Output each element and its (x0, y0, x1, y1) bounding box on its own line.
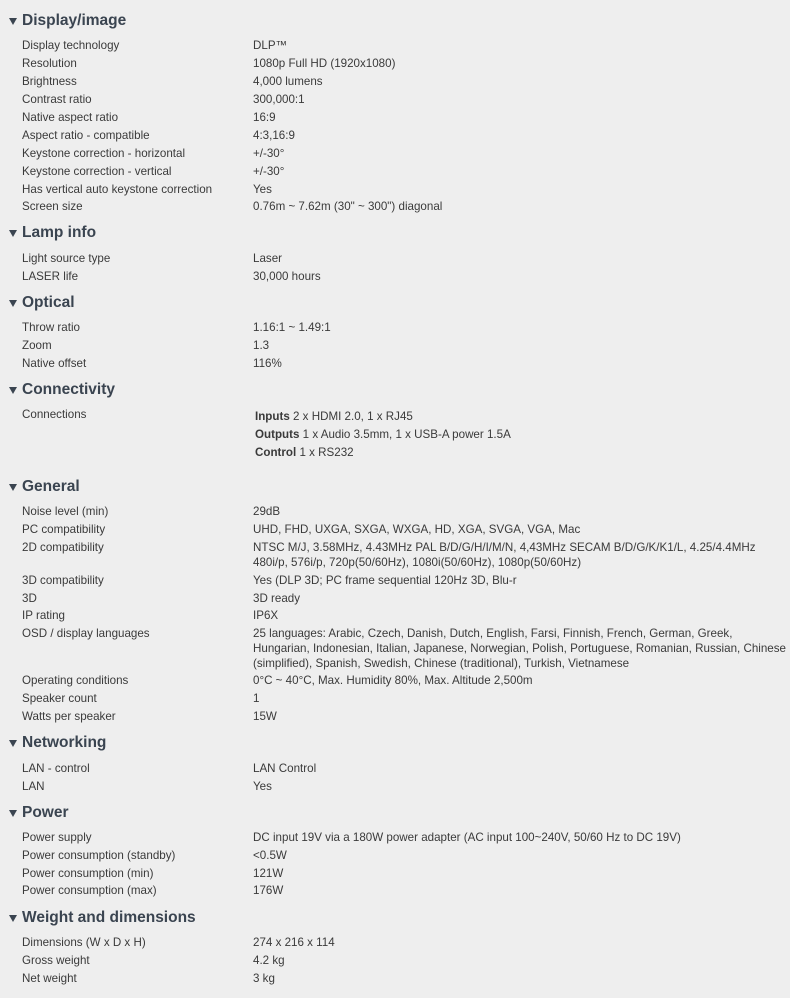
spec-label: Speaker count (22, 692, 97, 705)
spec-label: Connections (22, 408, 87, 421)
spec-label: Display technology (22, 39, 120, 52)
connection-text: 1 x RS232 (299, 446, 354, 459)
spec-label: 3D compatibility (22, 574, 104, 587)
spec-value: 30,000 hours (253, 270, 321, 283)
section-title: Weight and dimensions (22, 909, 196, 926)
spec-label: Power consumption (min) (22, 867, 154, 880)
spec-value-line: (simplified), Spanish, Swedish, Chinese (traditional), Turkish, Vietnamese (253, 657, 630, 670)
spec-value: Yes (253, 183, 272, 196)
spec-value: 176W (253, 884, 284, 897)
section-title: Connectivity (22, 381, 116, 398)
section-header-connectivity[interactable] (9, 379, 115, 401)
spec-label: 3D (22, 592, 37, 605)
spec-value: 4.2 kg (253, 954, 285, 967)
spec-value: 4:3,16:9 (253, 129, 295, 142)
section-header-optical[interactable] (9, 292, 75, 314)
spec-value: UHD, FHD, UXGA, SXGA, WXGA, HD, XGA, SVGA, VGA, Mac (253, 523, 581, 536)
spec-label: Power supply (22, 831, 92, 844)
connection-control (255, 444, 790, 462)
connection-key: Outputs (255, 428, 300, 441)
section-header-lamp-info[interactable] (9, 222, 96, 244)
spec-value: 121W (253, 867, 284, 880)
spec-value: 0.76m ~ 7.62m (30" ~ 300") diagonal (253, 200, 443, 213)
section-title: Display/image (22, 12, 127, 29)
spec-label: Keystone correction - vertical (22, 165, 172, 178)
spec-label: Net weight (22, 972, 77, 985)
spec-value: 4,000 lumens (253, 75, 323, 88)
connections-value (255, 408, 790, 462)
spec-value: Yes (DLP 3D; PC frame sequential 120Hz 3D, Blu-r (253, 574, 517, 587)
section-header-weight-dimensions[interactable] (9, 907, 196, 929)
spec-value-line: 480i/p, 576i/p, 720p(50/60Hz), 1080i(50/60Hz), 1080p(50/60Hz) (253, 556, 582, 569)
spec-value: Laser (253, 252, 283, 265)
spec-value: DLP™ (253, 39, 288, 52)
spec-value: DC input 19V via a 180W power adapter (AC input 100~240V, 50/60 Hz to DC 19V) (253, 831, 681, 844)
spec-value: 1.3 (253, 339, 270, 352)
spec-label: Screen size (22, 200, 83, 213)
spec-label: Noise level (min) (22, 505, 109, 518)
spec-label: Resolution (22, 57, 77, 70)
spec-value: 300,000:1 (253, 93, 305, 106)
spec-label: Native aspect ratio (22, 111, 119, 124)
spec-label: Has vertical auto keystone correction (22, 183, 213, 196)
section-title: Optical (22, 294, 75, 311)
spec-value: 1 (253, 692, 260, 705)
spec-value: 29dB (253, 505, 281, 518)
spec-label: Brightness (22, 75, 77, 88)
spec-value: 3 kg (253, 972, 275, 985)
spec-value (253, 540, 790, 570)
spec-value: Yes (253, 780, 272, 793)
spec-label: Gross weight (22, 954, 90, 967)
spec-label: LASER life (22, 270, 79, 283)
spec-value: 0°C ~ 40°C, Max. Humidity 80%, Max. Altitude 2,500m (253, 674, 533, 687)
spec-value: 3D ready (253, 592, 301, 605)
spec-label: Throw ratio (22, 321, 80, 334)
spec-label: Zoom (22, 339, 52, 352)
spec-value (253, 626, 790, 671)
spec-value: 16:9 (253, 111, 276, 124)
spec-label: Keystone correction - horizontal (22, 147, 186, 160)
spec-value: IP6X (253, 609, 279, 622)
spec-value: 1.16:1 ~ 1.49:1 (253, 321, 331, 334)
section-title: Power (22, 804, 69, 821)
caret-down-icon (9, 915, 17, 922)
caret-down-icon (9, 18, 17, 25)
spec-value: LAN Control (253, 762, 317, 775)
spec-label: Dimensions (W x D x H) (22, 936, 146, 949)
caret-down-icon (9, 230, 17, 237)
spec-value-line: NTSC M/J, 3.58MHz, 4.43MHz PAL B/D/G/H/I/M/N, 4,43MHz SECAM B/D/G/K/K1/L, 4.25/4.4MHz (253, 541, 756, 554)
spec-label: OSD / display languages (22, 627, 150, 640)
caret-down-icon (9, 484, 17, 491)
spec-value: +/-30° (253, 165, 285, 178)
caret-down-icon (9, 387, 17, 394)
section-header-display-image[interactable] (9, 10, 126, 32)
spec-value: 116% (253, 357, 282, 370)
section-header-networking[interactable] (9, 732, 106, 754)
connection-inputs (255, 408, 790, 426)
spec-label: Power consumption (max) (22, 884, 157, 897)
section-title: Networking (22, 734, 107, 751)
spec-label: Power consumption (standby) (22, 849, 176, 862)
caret-down-icon (9, 740, 17, 747)
connection-key: Control (255, 446, 297, 459)
spec-label: 2D compatibility (22, 541, 104, 554)
spec-label: PC compatibility (22, 523, 106, 536)
spec-label: LAN (22, 780, 45, 793)
spec-label: Light source type (22, 252, 111, 265)
connection-text: 2 x HDMI 2.0, 1 x RJ45 (293, 410, 413, 423)
spec-label: Watts per speaker (22, 710, 116, 723)
section-header-general[interactable] (9, 476, 80, 498)
spec-value: 274 x 216 x 114 (253, 936, 335, 949)
spec-label: Native offset (22, 357, 87, 370)
spec-value: 15W (253, 710, 277, 723)
spec-label: LAN - control (22, 762, 90, 775)
caret-down-icon (9, 300, 17, 307)
connection-text: 1 x Audio 3.5mm, 1 x USB-A power 1.5A (302, 428, 511, 441)
spec-value: +/-30° (253, 147, 285, 160)
spec-value: 1080p Full HD (1920x1080) (253, 57, 396, 70)
caret-down-icon (9, 810, 17, 817)
spec-value: <0.5W (253, 849, 287, 862)
spec-label: IP rating (22, 609, 65, 622)
connection-key: Inputs (255, 410, 290, 423)
spec-label: Aspect ratio - compatible (22, 129, 150, 142)
spec-label: Contrast ratio (22, 93, 92, 106)
spec-value-line: 25 languages: Arabic, Czech, Danish, Dutch, English, Farsi, Finnish, French, German, Greek, (253, 627, 733, 640)
section-title: General (22, 478, 80, 495)
spec-value-line: Hungarian, Indonesian, Italian, Japanese, Norwegian, Polish, Portuguese, Romanian, Russian, Chinese (253, 642, 786, 655)
section-header-power[interactable] (9, 802, 69, 824)
section-title: Lamp info (22, 224, 97, 241)
spec-label: Operating conditions (22, 674, 129, 687)
connection-outputs (255, 426, 790, 444)
